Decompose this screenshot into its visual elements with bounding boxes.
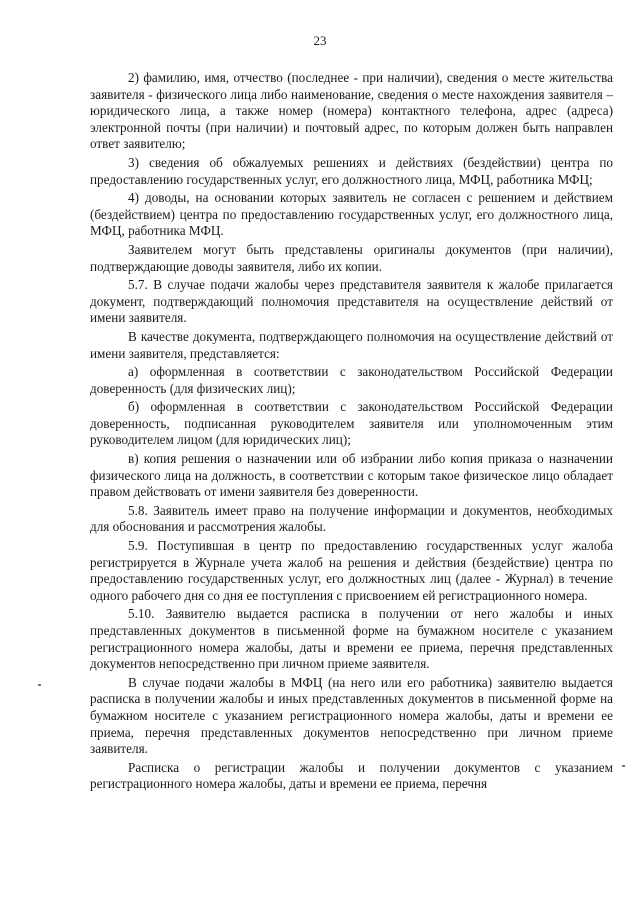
paragraph-item-b: б) оформленная в соответствии с законодательством Российской Федерации доверенность, подписанная руководителем заявителя или уполномоченным этим руководителем лицом (для юридических лиц); xyxy=(90,399,613,448)
paragraph-item-2: 2) фамилию, имя, отчество (последнее - при наличии), сведения о месте жительства заявителя - физического лица либо наименование, сведения о месте нахождения заявителя – юридического лица, а также номер (номера) контактного телефона, адрес (адреса) электронной почты (при наличии) и почтовый адрес, по которым должен быть направлен ответ заявителю; xyxy=(90,70,613,152)
paragraph-5-8: 5.8. Заявитель имеет право на получение информации и документов, необходимых для обоснования и рассмотрения жалобы. xyxy=(90,502,613,535)
paragraph-item-v: в) копия решения о назначении или об избрании либо копия приказа о назначении физического лица на должность, в соответствии с которым такое физическое лицо обладает правом действовать от имени заявителя без доверенности. xyxy=(90,451,613,500)
page-number: 23 xyxy=(313,33,327,48)
paragraph-item-3: 3) сведения об обжалуемых решениях и действиях (бездействии) центра по предоставлению государственных услуг, его должностного лица, МФЦ, работника МФЦ; xyxy=(90,154,613,187)
paragraph-5-7: 5.7. В случае подачи жалобы через представителя заявителя к жалобе прилагается документ, подтверждающий полномочия представителя на осуществление действий от имени заявителя. xyxy=(90,277,613,326)
paragraph-receipt-registration: Расписка о регистрации жалобы и получении документов с указанием регистрационного номера жалобы, даты и времени ее приема, перечня xyxy=(90,759,613,792)
paragraph-authority-doc: В качестве документа, подтверждающего полномочия на осуществление действий от имени заявителя, представляется: xyxy=(90,328,613,361)
scan-speck xyxy=(622,765,625,767)
document-body xyxy=(90,70,613,795)
paragraph-mfc-receipt: В случае подачи жалобы в МФЦ (на него или его работника) заявителю выдается расписка в получении жалобы и иных представленных документов в письменной форме на бумажном носителе с указанием регистрационного номера жалобы, даты и времени ее приема, перечня представленных документов непосредственно при личном приеме заявителя. xyxy=(90,674,613,757)
paragraph-item-a: а) оформленная в соответствии с законодательством Российской Федерации доверенность (для физических лиц); xyxy=(90,364,613,396)
paragraph-originals: Заявителем могут быть представлены оригиналы документов (при наличии), подтверждающие доводы заявителя, либо их копии. xyxy=(90,241,613,274)
paragraph-5-10: 5.10. Заявителю выдается расписка в получении от него жалобы и иных представленных документов в письменной форме на бумажном носителе с указанием регистрационного номера жалобы, даты и времени ее приема, перечня представленных документов непосредственно при личном приеме заявителя. xyxy=(90,606,613,672)
paragraph-5-9: 5.9. Поступившая в центр по предоставлению государственных услуг жалоба регистрируется в Журнале учета жалоб на решения и действия (бездействие) центра по предоставлению государственных услуг, его должностных лиц (далее - Журнал) в течение одного рабочего дня со дня ее поступления с присвоением ей регистрационного номера. xyxy=(90,538,613,603)
scan-speck xyxy=(38,684,41,686)
paragraph-item-4: 4) доводы, на основании которых заявитель не согласен с решением и действием (бездействием) центра по предоставлению государственных услуг, его должностного лица, МФЦ, работника МФЦ. xyxy=(90,190,613,239)
